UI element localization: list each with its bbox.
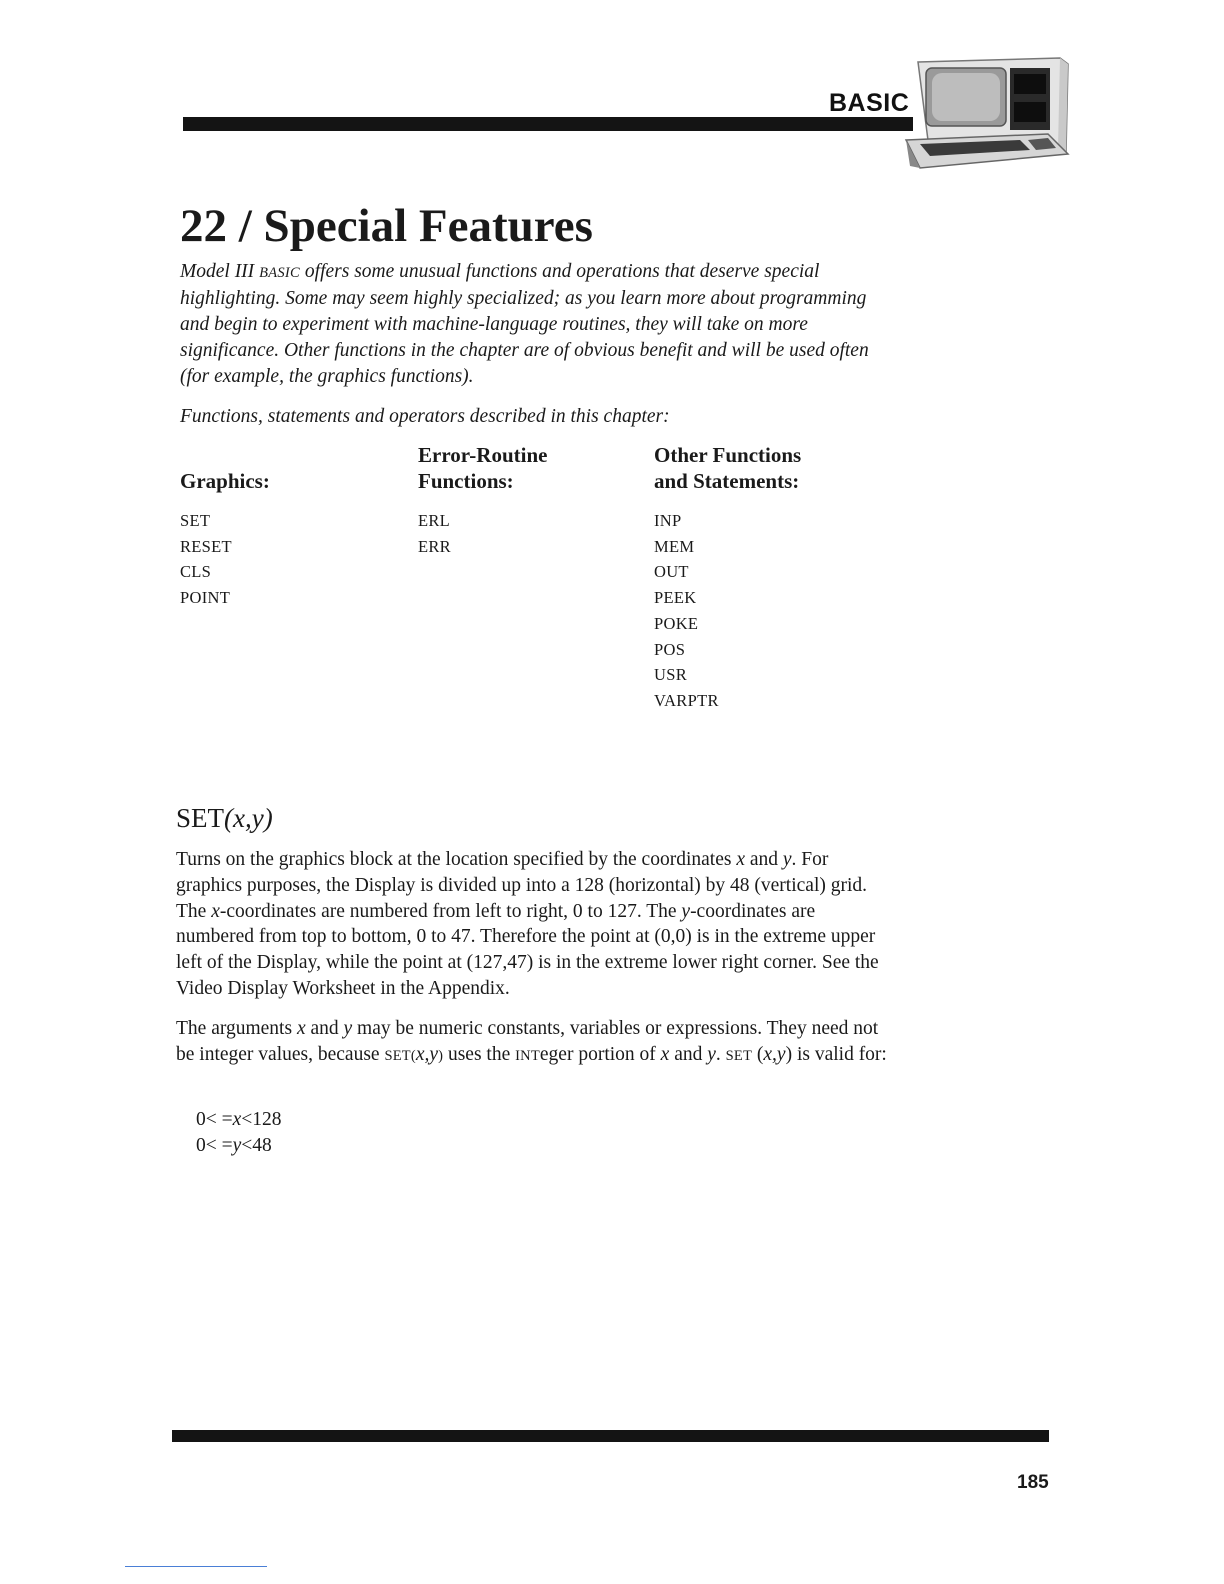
list-item: ERL xyxy=(418,511,451,530)
error-routine-function-list xyxy=(418,508,451,559)
y-range-condition: 0< =y<48 xyxy=(196,1135,272,1156)
chapter-title: 22 / Special Features xyxy=(180,200,593,252)
list-item: PEEK xyxy=(654,588,697,608)
list-item: ERR xyxy=(418,536,451,556)
list-item: SET xyxy=(180,511,211,530)
function-list-intro: Functions, statements and operators described in this chapter: xyxy=(180,406,670,427)
list-item: POINT xyxy=(180,588,231,608)
set-arguments-paragraph: The arguments x and y may be numeric constants, variables or expressions. They need not be integer values, because SET(x,y) uses the INTeger portion of x and y. SET (x,y) is valid for: xyxy=(176,1018,887,1065)
list-item: INP xyxy=(654,511,682,530)
set-description-paragraph: Turns on the graphics block at the location specified by the coordinates x and y. For graphics purposes, the Display is divided up into a 128 (horizontal) by 48 (vertical) grid. The x-coordinates are numbered from left to right, 0 to 127. The y-coordinates are numbered from top to bottom, 0 to 47. Therefore the point at (0,0) is in the extreme upper left of the Display, while the point at (127,47) is in the extreme lower right corner. See the Video Display Worksheet in the Appendix. xyxy=(176,849,879,999)
list-item: USR xyxy=(654,665,687,685)
error-routine-column-heading: Error-Routine Functions: xyxy=(418,443,548,493)
list-item: RESET xyxy=(180,536,232,556)
graphics-column-heading: Graphics: xyxy=(180,469,270,493)
x-range-condition: 0< =x<128 xyxy=(196,1109,282,1130)
computer-illustration-icon xyxy=(900,56,1072,176)
list-item: MEM xyxy=(654,536,695,556)
list-item: CLS xyxy=(180,562,212,582)
page-number: 185 xyxy=(1017,1472,1049,1493)
graphics-function-list xyxy=(180,508,232,611)
other-function-list xyxy=(654,508,719,714)
list-item: POS xyxy=(654,639,686,659)
list-item: POKE xyxy=(654,613,699,633)
other-functions-column-heading: Other Functions and Statements: xyxy=(654,443,802,493)
footer-rule xyxy=(172,1430,1049,1442)
header-rule xyxy=(183,117,913,131)
set-section-heading: SET(x,y) xyxy=(176,803,273,833)
list-item: VARPTR xyxy=(654,690,719,710)
footnote-divider xyxy=(125,1566,267,1567)
list-item: OUT xyxy=(654,562,689,582)
section-label: BASIC xyxy=(829,89,910,117)
intro-paragraph: Model III BASIC offers some unusual functions and operations that deserve special highlighting. Some may seem highly specialized; as you learn more about programming and begin to experiment with machine-language routines, they will take on more significance. Other functions in the chapter are of obvious benefit and will be used often (for example, the graphics functions). xyxy=(180,261,869,387)
